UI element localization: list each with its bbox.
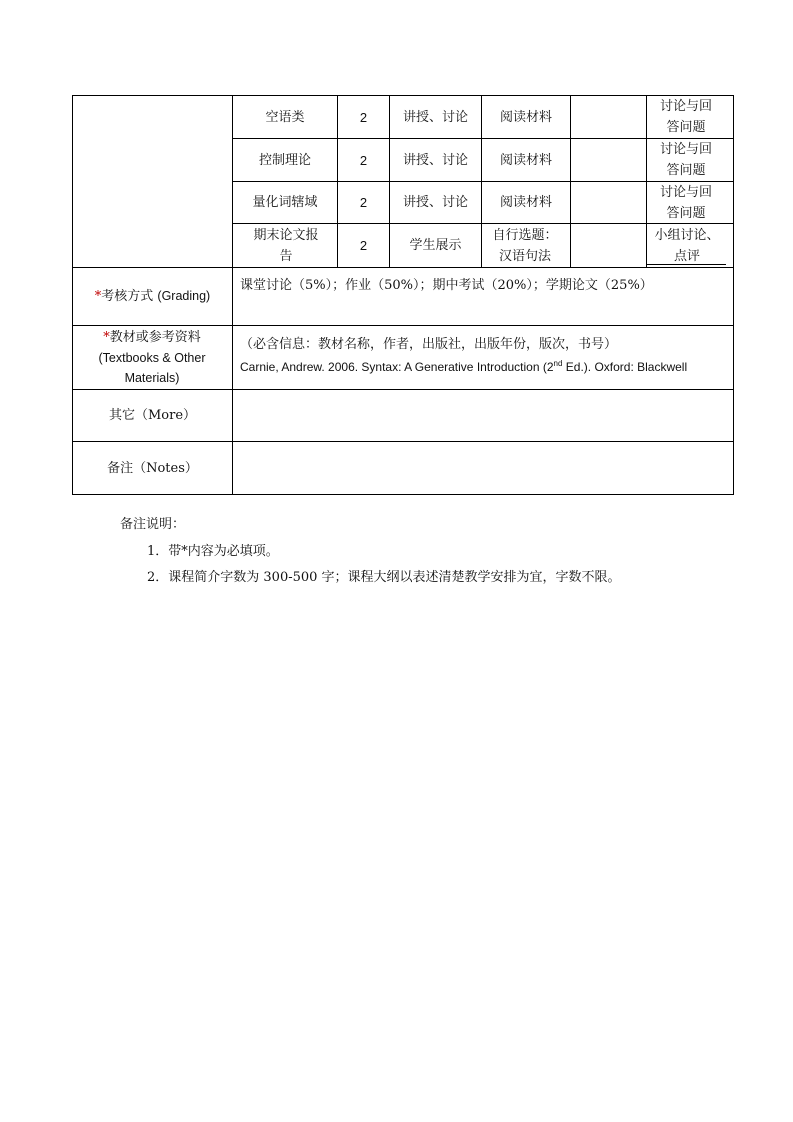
topic-cell: 期末论文报告 (253, 227, 319, 264)
textbooks-label-en: (Textbooks & Other Materials) (98, 350, 206, 385)
grading-label (73, 268, 232, 325)
remark-item: 2．课程简介字数为 300-500 字；课程大纲以表述清楚教学安排为宜，字数不限。 (147, 570, 621, 585)
hours-cell: 2 (359, 195, 368, 210)
remark-item: 1．带*内容为必填项。 (147, 544, 279, 559)
textbooks-note: （必含信息：教材名称，作者，出版社，出版年份，版次，书号） (240, 337, 618, 352)
reference-text-end: Ed.). Oxford: Blackwell (562, 360, 688, 374)
more-label: 其它（More） (108, 408, 197, 423)
method-cell: 讲授、讨论 (402, 109, 468, 125)
textbooks-label-cn: 教材或参考资料 (109, 329, 201, 345)
blank-cell (571, 182, 646, 223)
topic-cell: 控制理论 (258, 152, 311, 168)
topic-cell: 空语类 (265, 109, 305, 125)
blank-cell (571, 96, 646, 138)
activity-cell: 小组讨论、点评 (654, 227, 720, 264)
blank-cell (571, 139, 646, 181)
material-cell: 阅读材料 (499, 195, 552, 210)
textbooks-label (78, 326, 226, 389)
grading-label-en: (Grading) (157, 289, 211, 303)
topic-cell: 量化词辖域 (252, 195, 318, 210)
more-value (240, 400, 730, 430)
grading-value: 课堂讨论（5%）；作业（50%）；期中考试（20%）；学期论文（25%） (240, 278, 653, 293)
activity-cell: 讨论与回答问题 (659, 142, 712, 178)
material-cell: 阅读材料 (499, 109, 552, 125)
method-cell: 讲授、讨论 (402, 195, 468, 210)
hours-cell: 2 (359, 109, 368, 125)
material-cell: 自行选题：汉语句法 (492, 227, 558, 264)
hours-cell: 2 (359, 238, 368, 253)
notes-label: 备注（Notes） (107, 460, 198, 476)
required-star: * (103, 329, 110, 345)
reference-text: Carnie, Andrew. 2006. Syntax: A Generative Introduction (2 (240, 360, 554, 374)
remarks-title: 备注说明： (120, 517, 186, 532)
method-cell: 学生展示 (409, 238, 462, 253)
material-cell: 阅读材料 (499, 152, 552, 168)
blank-cell (571, 224, 646, 267)
textbooks-label-cn-line (103, 328, 201, 348)
activity-cell: 讨论与回答问题 (659, 184, 712, 221)
required-star: * (94, 289, 102, 304)
grading-label-cn: 考核方式 (101, 289, 154, 304)
textbooks-reference (240, 357, 732, 377)
activity-cell: 讨论与回答问题 (659, 99, 712, 135)
hours-cell: 2 (359, 152, 368, 168)
method-cell: 讲授、讨论 (402, 152, 468, 168)
notes-value (240, 452, 730, 482)
reference-superscript: nd (553, 359, 563, 368)
